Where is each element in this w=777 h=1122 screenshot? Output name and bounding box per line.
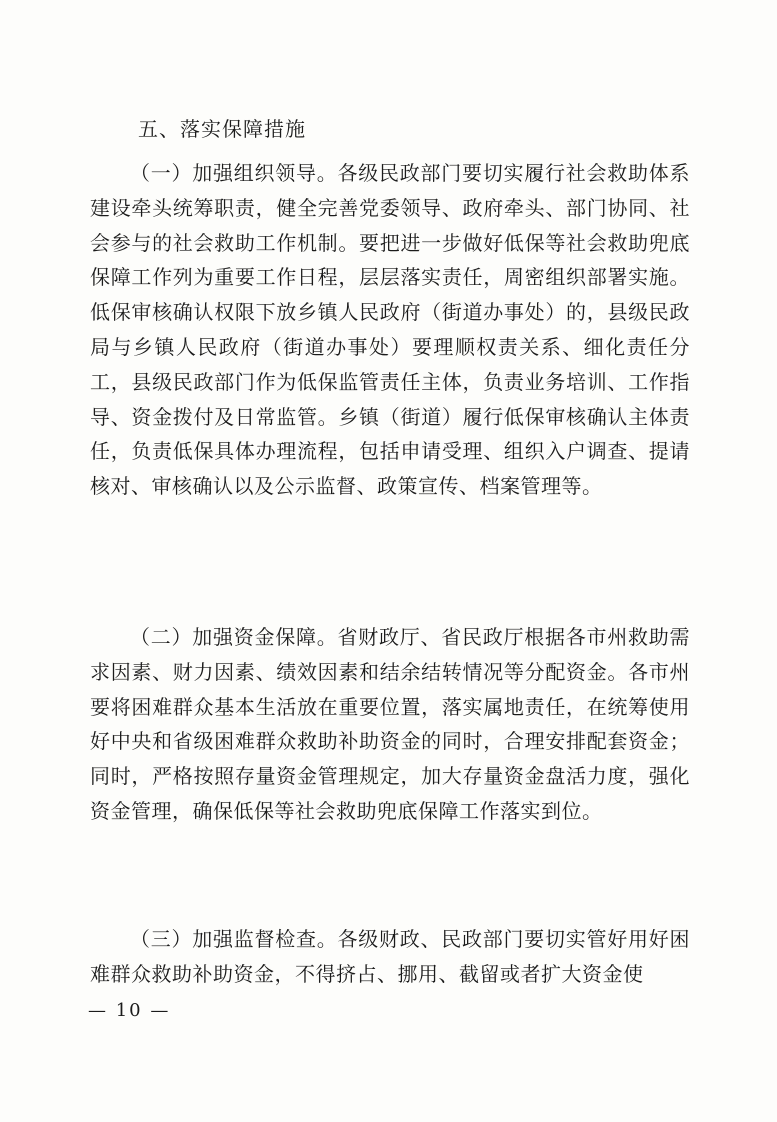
paragraph-supervision-inspection: （三）加强监督检查。各级财政、民政部门要切实管好用好困难群众救助补助资金，不得挤占、挪用、截留或者扩大资金使 (90, 927, 690, 986)
paragraph-funding-guarantee: （二）加强资金保障。省财政厅、省民政厅根据各市州救助需求因素、财力因素、绩效因素和结余结转情况等分配资金。各市州要将困难群众基本生活放在重要位置，落实属地责任，在统筹使用好中央和省级困难群众救助补助资金的同时，合理安排配套资金；同时，严格按照存量资金管理规定，加大存量资金盘活力度，强化资金管理，确保低保等社会救助兜底保障工作落实到位。 (90, 625, 690, 823)
paragraph-organization-leadership: （一）加强组织领导。各级民政部门要切实履行社会救助体系建设牵头统筹职责，健全完善党委领导、政府牵头、部门协同、社会参与的社会救助工作机制。要把进一步做好低保等社会救助兜底保障工作列为重要工作日程，层层落实责任，周密组织部署实施。低保审核确认权限下放乡镇人民政府（街道办事处）的，县级民政局与乡镇人民政府（街道办事处）要理顺权责关系、细化责任分工，县级民政部门作为低保监管责任主体，负责业务培训、工作指导、资金拨付及日常监管。乡镇（街道）履行低保审核确认主体责任，负责低保具体办理流程，包括申请受理、组织入户调查、提请核对、审核确认以及公示监督、政策宣传、档案管理等。 (90, 161, 690, 499)
page-number: — 10 — (88, 1000, 171, 1021)
section-heading: 五、落实保障措施 (138, 117, 306, 141)
